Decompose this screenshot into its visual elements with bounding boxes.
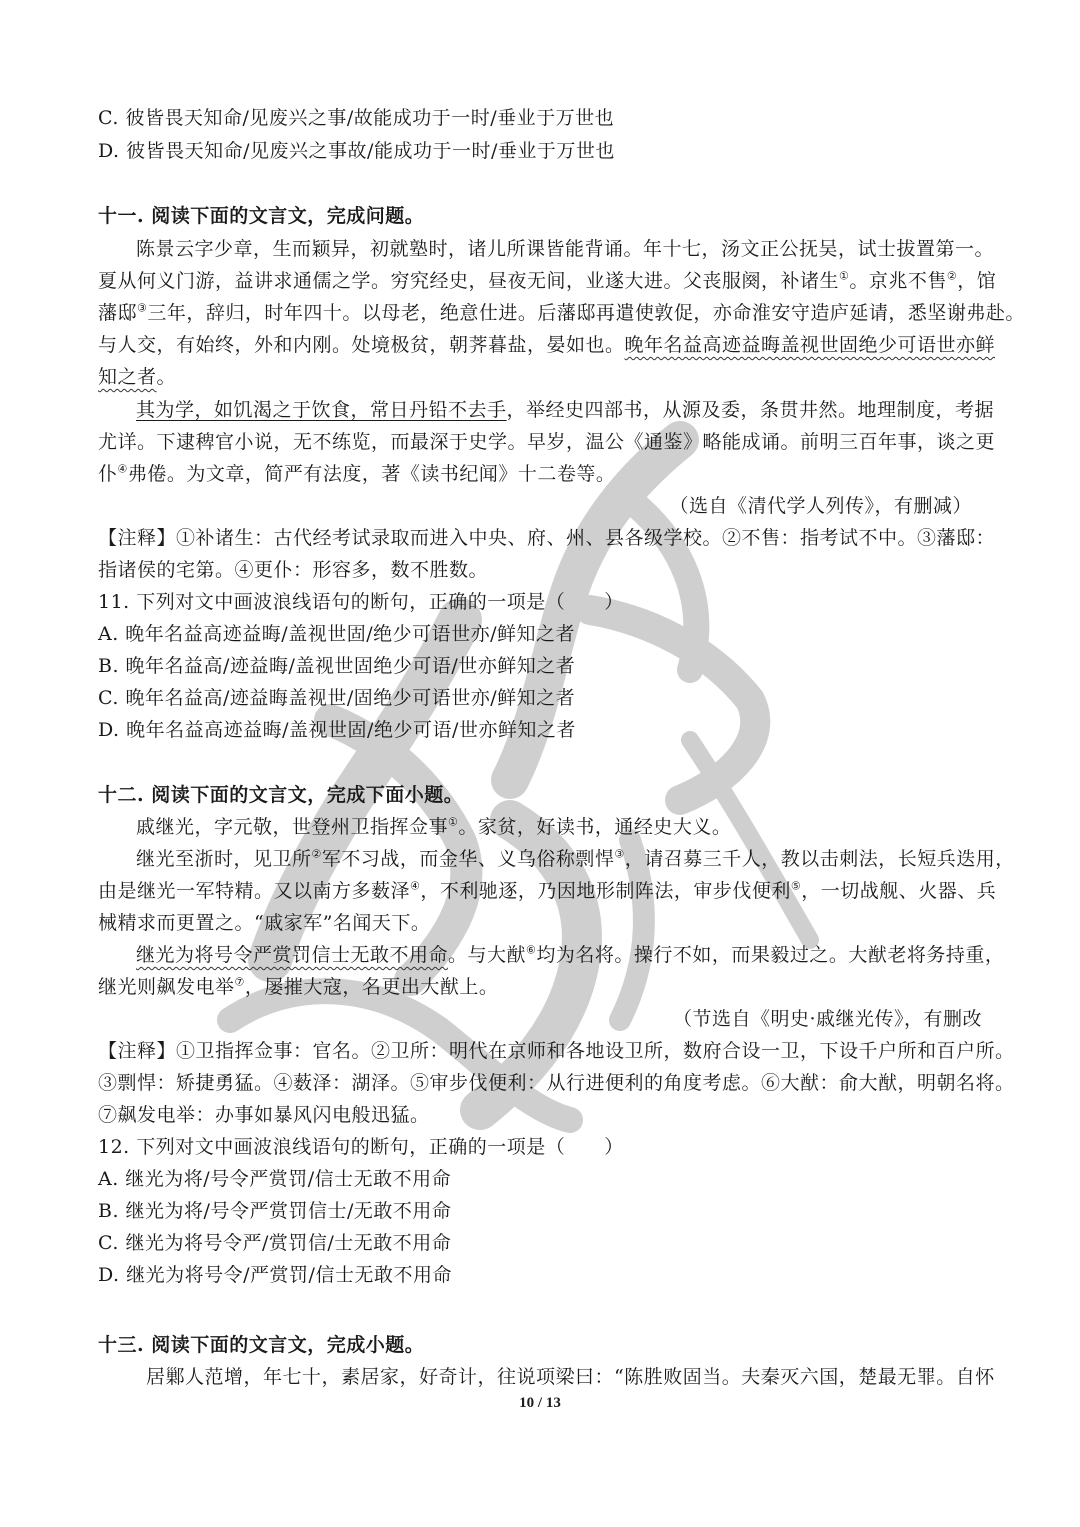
section-11-heading: 十一. 阅读下面的文言文，完成问题。 <box>98 205 425 227</box>
s12-para1: 戚继光，字元敬，世登州卫指挥佥事①。家贫，好读书，通经史大义。 <box>136 815 732 838</box>
question-11: 11. 下列对文中画波浪线语句的断句，正确的一项是（ ） <box>98 591 624 613</box>
s11-para1-line3: 藩邸③三年，辞归，时年四十。以母老，绝意仕进。后藩邸再遣使敦促，亦命淮安守造庐延请，悉坚谢弗赴。 <box>98 301 1025 324</box>
q11-option-d: D. 晚年名益高迹益晦/盖视世固/绝少可语/世亦鲜知之者 <box>98 719 576 741</box>
s11-para2-line2: 尤详。下逮稗官小说，无不练览，而最深于史学。早岁，温公《通鉴》略能成诵。前明三百年事，谈之更 <box>98 431 996 453</box>
q12-option-b: B. 继光为将/号令严赏罚信士/无敢不用命 <box>98 1200 452 1222</box>
q11-option-a: A. 晚年名益高迹益晦/盖视世固/绝少可语世亦/鲜知之者 <box>98 623 576 645</box>
prev-option-d: D. 彼皆畏天知命/见废兴之事故/能成功于一时/垂业于万世也 <box>98 140 615 162</box>
wavy-sentence-11: 晚年名益高迹益晦盖视世固绝少可语世亦鲜 <box>624 334 996 356</box>
s12-source: （节选自《明史·戚继光传》，有删改 <box>672 1008 982 1030</box>
s11-source: （选自《清代学人列传》，有删减） <box>669 495 972 517</box>
question-12: 12. 下列对文中画波浪线语句的断句，正确的一项是（ ） <box>98 1136 624 1158</box>
s12-para3-line1: 继光为将号令严赏罚信士无敢不用命。与大猷⑥均为名将。操行不如，而果毅过之。大猷老将务持重， <box>136 943 1005 966</box>
s12-para2-line2: 由是继光一军特精。又以南方多薮泽④，不利驰逐，乃因地形制阵法，审步伐便利⑤，一切战舰、火器、兵 <box>98 879 997 902</box>
section-13-heading: 十三. 阅读下面的文言文，完成小题。 <box>98 1334 425 1356</box>
q11-option-b: B. 晚年名益高/迹益晦/盖视世固绝少可语/世亦鲜知之者 <box>98 655 576 677</box>
s12-notes-line3: ⑦飙发电举：办事如暴风闪电般迅猛。 <box>98 1104 430 1126</box>
s11-para1-line1: 陈景云字少章，生而颖异，初就塾时，诸儿所课皆能背诵。年十七，汤文正公抚吴，试士拔置第一。 <box>136 238 995 260</box>
s11-para2-line3: 仆④弗倦。为文章，简严有法度，著《读书纪闻》十二卷等。 <box>98 462 616 485</box>
s11-para2-line1: 其为学，如饥渴之于饮食，常日丹铅不去手，举经史四部书，从源及委，条贯井然。地理制度，考据 <box>136 399 995 421</box>
underlined-sentence: 其为学，如饥渴之于饮食，常日丹铅不去手 <box>136 399 507 421</box>
wavy-sentence-12: 继光为将号令严赏罚信士无敢不用命 <box>136 944 449 966</box>
s12-notes-line1: 【注释】①卫指挥佥事：官名。②卫所：明代在京师和各地设卫所，数府合设一卫，下设千户所和百户所。 <box>98 1040 1015 1062</box>
s12-para2-line3: 械精求而更置之。“戚家军”名闻天下。 <box>98 912 431 934</box>
s11-para1-line5: 知之者。 <box>98 366 177 388</box>
s12-notes-line2: ③剽悍：矫捷勇猛。④薮泽：湖泽。⑤审步伐便利：从行进便利的角度考虑。⑥大猷：俞大猷，明朝名将。 <box>98 1072 1015 1094</box>
s11-para1-line4: 与人交，有始终，外和内刚。处境极贫，朝荠暮盐，晏如也。晚年名益高迹益晦盖视世固绝少可语世亦鲜 <box>98 334 996 356</box>
prev-option-c: C. 彼皆畏天知命/见废兴之事/故能成功于一时/垂业于万世也 <box>98 107 615 129</box>
s12-para2-line1: 继光至浙时，见卫所②军不习战，而金华、义乌俗称剽悍③，请召募三千人，教以击刺法，长短兵迭用， <box>136 847 1015 870</box>
s13-para1: 居鄛人范增，年七十，素居家，好奇计，往说项梁曰：“陈胜败固当。夫秦灭六国，楚最无罪。自怀 <box>146 1366 995 1388</box>
s11-notes-line2: 指诸侯的宅第。④更仆：形容多，数不胜数。 <box>98 559 489 581</box>
s11-para1-line2: 夏从何义门游，益讲求通儒之学。穷究经史，昼夜无间，业遂大进。父丧服阕，补诸生①。京兆不售②，馆 <box>98 269 997 292</box>
page-number: 10 / 13 <box>519 1395 561 1411</box>
s11-notes-line1: 【注释】①补诸生：古代经考试录取而进入中央、府、州、县各级学校。②不售：指考试不中。③藩邸： <box>98 527 996 549</box>
q12-option-d: D. 继光为将号令/严赏罚/信士无敢不用命 <box>98 1264 452 1286</box>
section-12-heading: 十二. 阅读下面的文言文，完成下面小题。 <box>98 784 464 806</box>
q11-option-c: C. 晚年名益高/迹益晦盖视世/固绝少可语世亦/鲜知之者 <box>98 687 576 709</box>
s12-para3-line2: 继光则飙发电举⑦，屡摧大寇，名更出大猷上。 <box>98 975 499 998</box>
q12-option-c: C. 继光为将号令严/赏罚信/士无敢不用命 <box>98 1232 452 1254</box>
q12-option-a: A. 继光为将/号令严赏罚/信士无敢不用命 <box>98 1168 452 1190</box>
